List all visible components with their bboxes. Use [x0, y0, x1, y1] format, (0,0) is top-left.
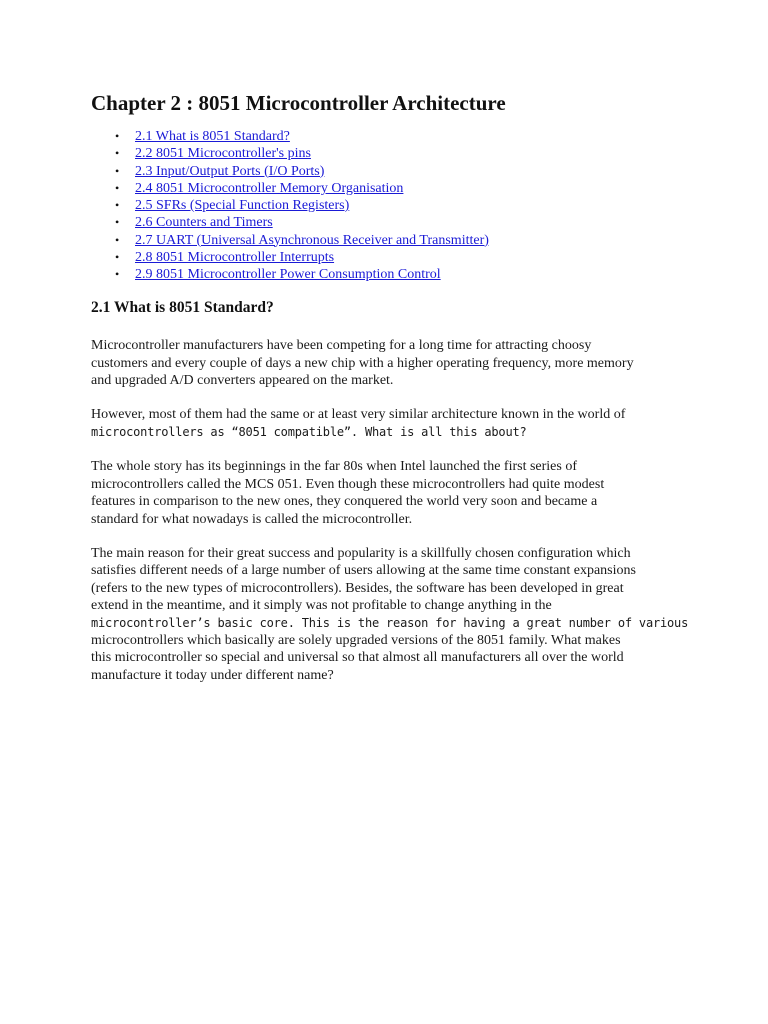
toc-item-2-3: [91, 163, 691, 180]
bullet-icon: •: [115, 163, 120, 178]
toc-link-2-1[interactable]: 2.1 What is 8051 Standard?: [135, 129, 290, 144]
toc-link-2-3[interactable]: 2.3 Input/Output Ports (I/O Ports): [135, 163, 325, 179]
chapter-title: Chapter 2 : 8051 Microcontroller Architecture: [91, 91, 506, 115]
bullet-icon: •: [115, 215, 120, 230]
bullet-icon: •: [115, 180, 120, 195]
paragraph-line: standard for what nowadays is called the microcontroller.: [91, 511, 413, 527]
paragraph-line: Microcontroller manufacturers have been competing for a long time for attracting choosy: [91, 338, 592, 354]
paragraph-line: customers and every couple of days a new chip with a higher operating frequency, more memory: [91, 355, 634, 371]
paragraph-line: microcontroller’s basic core. This is the reason for having a great number of various: [91, 615, 689, 630]
table-of-contents: [91, 128, 691, 283]
toc-item-2-9: [91, 266, 691, 283]
paragraph-line: (refers to the new types of microcontrollers). Besides, the software has been developed in great: [91, 580, 624, 596]
bullet-icon: •: [115, 198, 120, 212]
toc-item-2-8: [91, 249, 691, 266]
paragraph-1: [91, 337, 691, 389]
paragraph-line: The whole story has its beginnings in the far 80s when Intel launched the first series of: [91, 459, 577, 475]
paragraph-line: However, most of them had the same or at least very similar architecture known in the world of: [91, 407, 626, 423]
bullet-icon: •: [115, 232, 120, 247]
document-page: [91, 88, 691, 684]
paragraph-line: The main reason for their great success and popularity is a skillfully chosen configuration which: [91, 545, 631, 561]
toc-link-2-6[interactable]: 2.6 Counters and Timers: [135, 215, 273, 231]
paragraph-line: this microcontroller so special and universal so that almost all manufacturers all over the world: [91, 650, 624, 666]
bullet-icon: •: [115, 249, 120, 264]
toc-item-2-6: [91, 214, 691, 231]
paragraph-line: features in comparison to the new ones, they conquered the world very soon and became a: [91, 494, 598, 510]
toc-link-2-8[interactable]: 2.8 8051 Microcontroller Interrupts: [135, 249, 335, 265]
bullet-icon: •: [115, 146, 120, 161]
paragraph-line: microcontrollers as “8051 compatible”. What is all this about?: [91, 424, 527, 439]
toc-link-2-2[interactable]: 2.2 8051 Microcontroller's pins: [135, 146, 311, 162]
paragraph-4: [91, 545, 691, 684]
paragraph-line: microcontrollers which basically are solely upgraded versions of the 8051 family. What makes: [91, 632, 621, 648]
toc-item-2-2: [91, 145, 691, 162]
paragraph-2: [91, 406, 691, 441]
bullet-icon: •: [115, 129, 120, 143]
bullet-icon: •: [115, 267, 120, 281]
toc-link-2-4[interactable]: 2.4 8051 Microcontroller Memory Organisation: [135, 180, 404, 196]
toc-item-2-7: [91, 232, 691, 249]
paragraph-3: [91, 458, 691, 528]
toc-link-2-7[interactable]: 2.7 UART (Universal Asynchronous Receiver and Transmitter): [135, 232, 489, 248]
toc-item-2-1: [91, 128, 691, 145]
paragraph-line: extend in the meantime, and it simply was not profitable to change anything in the: [91, 598, 552, 614]
paragraph-line: manufacture it today under different name?: [91, 667, 334, 683]
toc-link-2-5[interactable]: 2.5 SFRs (Special Function Registers): [135, 198, 350, 213]
toc-link-2-9[interactable]: 2.9 8051 Microcontroller Power Consumption Control: [135, 267, 441, 282]
paragraph-line: and upgraded A/D converters appeared on the market.: [91, 373, 394, 389]
toc-item-2-5: [91, 197, 691, 214]
section-title: 2.1 What is 8051 Standard?: [91, 299, 274, 317]
paragraph-line: microcontrollers called the MCS 051. Even though these microcontrollers had quite modest: [91, 476, 605, 492]
paragraph-line: satisfies different needs of a large number of users allowing at the same time constant expansions: [91, 563, 636, 579]
toc-item-2-4: [91, 180, 691, 197]
